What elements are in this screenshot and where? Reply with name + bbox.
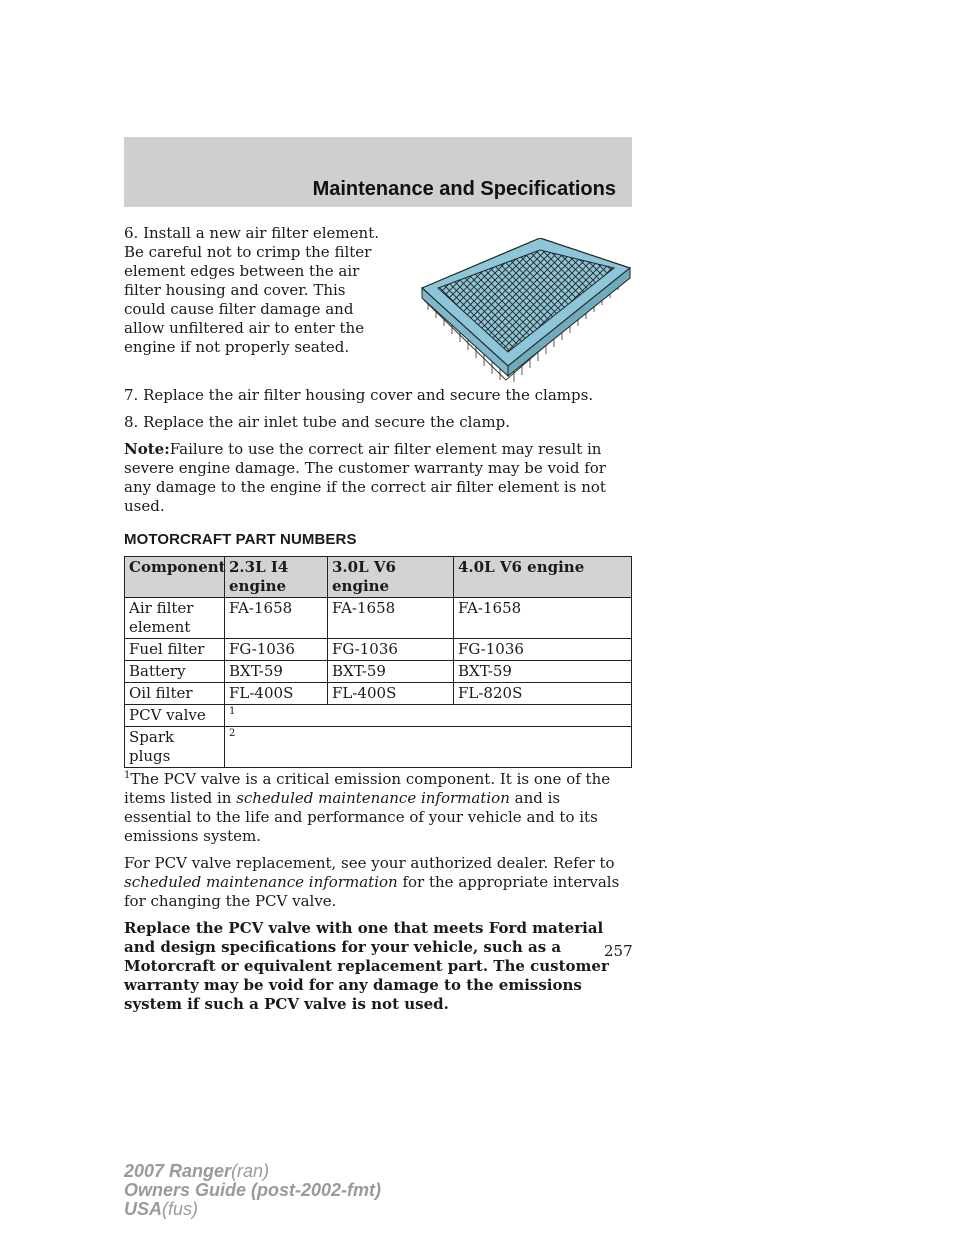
table-cell: FA-1658 bbox=[225, 598, 328, 639]
table-cell: BXT-59 bbox=[225, 661, 328, 683]
table-header-row bbox=[125, 557, 632, 598]
note-paragraph bbox=[124, 440, 632, 516]
step-8-text: 8. Replace the air inlet tube and secure the clamp. bbox=[124, 413, 511, 431]
table-cell: PCV valve bbox=[125, 705, 225, 727]
table-header-cell: 2.3L I4 engine bbox=[225, 557, 328, 598]
section-title: MOTORCRAFT PART NUMBERS bbox=[124, 531, 357, 548]
footnote-1 bbox=[124, 770, 632, 846]
table-row bbox=[125, 705, 632, 727]
step-6-section bbox=[124, 224, 632, 386]
step-7-text: 7. Replace the air filter housing cover and secure the clamps. bbox=[124, 386, 594, 404]
table-cell: Air filter element bbox=[125, 598, 225, 639]
table-row bbox=[125, 683, 632, 705]
footer-region-code: (fus) bbox=[162, 1199, 199, 1219]
step-6-text: 6. Install a new air filter element. Be careful not to crimp the filter element edges between the air filter housing and cover. This could cause filter damage and allow unfiltered air to enter the engine if not properly seated. bbox=[124, 224, 379, 356]
table-header-cell: Component bbox=[125, 557, 225, 598]
table-cell: BXT-59 bbox=[454, 661, 632, 683]
footnote-text-post: and is essential to the life and performance of your vehicle and to its emissions system. bbox=[124, 789, 598, 845]
table-cell: FG-1036 bbox=[328, 639, 454, 661]
table-cell: FL-400S bbox=[328, 683, 454, 705]
footer-region: USA bbox=[124, 1199, 163, 1219]
table-cell: FL-820S bbox=[454, 683, 632, 705]
table-cell: Fuel filter bbox=[125, 639, 225, 661]
table-header-cell: 4.0L V6 engine bbox=[454, 557, 632, 598]
page-content bbox=[124, 224, 632, 1022]
document-footer bbox=[124, 1162, 381, 1219]
table-cell: FG-1036 bbox=[225, 639, 328, 661]
note-text: Failure to use the correct air filter element may result in severe engine damage. The customer warranty may be void for any damage to the engine if the correct air filter element is not used. bbox=[124, 440, 606, 515]
pcv-paragraph bbox=[124, 854, 632, 911]
table-cell: FL-400S bbox=[225, 683, 328, 705]
table-cell: BXT-59 bbox=[328, 661, 454, 683]
footer-guide: Owners Guide (post-2002-fmt) bbox=[124, 1180, 382, 1200]
note-label: Note: bbox=[124, 440, 170, 458]
table-row bbox=[125, 639, 632, 661]
pcv-text-pre: For PCV valve replacement, see your authorized dealer. Refer to bbox=[124, 854, 615, 872]
table-row bbox=[125, 661, 632, 683]
table-row bbox=[125, 727, 632, 768]
footnote-ref: 2 bbox=[229, 728, 236, 739]
table-cell: FA-1658 bbox=[328, 598, 454, 639]
air-filter-illustration bbox=[418, 238, 634, 386]
footnote-marker: 1 bbox=[124, 770, 131, 781]
page-number: 257 bbox=[604, 942, 633, 960]
table-header-cell: 3.0L V6 engine bbox=[328, 557, 454, 598]
footnote-ref-cell bbox=[225, 705, 632, 727]
pcv-text-post: for the appropriate intervals for changing the PCV valve. bbox=[124, 873, 620, 910]
footer-model-code: (ran) bbox=[231, 1161, 270, 1181]
table-cell: Battery bbox=[125, 661, 225, 683]
table-cell: Spark plugs bbox=[125, 727, 225, 768]
footer-model: 2007 Ranger bbox=[124, 1161, 232, 1181]
footer-line-3 bbox=[124, 1200, 381, 1219]
header-band bbox=[124, 137, 632, 207]
footnote-ref-cell bbox=[225, 727, 632, 768]
footnote-text-pre: The PCV valve is a critical emission component. It is one of the items listed in bbox=[124, 770, 611, 807]
table-cell: FG-1036 bbox=[454, 639, 632, 661]
table-cell: FA-1658 bbox=[454, 598, 632, 639]
table-row bbox=[125, 598, 632, 639]
pcv-italic-ref: scheduled maintenance information bbox=[124, 873, 398, 891]
footer-line-2 bbox=[124, 1181, 381, 1200]
table-cell: Oil filter bbox=[125, 683, 225, 705]
footer-line-1 bbox=[124, 1162, 381, 1181]
warning-paragraph: Replace the PCV valve with one that meets Ford material and design specifications for your vehicle, such as a Motorcraft or equivalent replacement part. The customer warranty may be void for any damage to the emissions system if such a PCV valve is not used. bbox=[124, 919, 609, 1013]
footnote-italic-ref: scheduled maintenance information bbox=[236, 789, 510, 807]
footnote-ref: 1 bbox=[229, 706, 236, 717]
page-header-title: Maintenance and Specifications bbox=[312, 178, 616, 200]
parts-table bbox=[124, 556, 632, 768]
